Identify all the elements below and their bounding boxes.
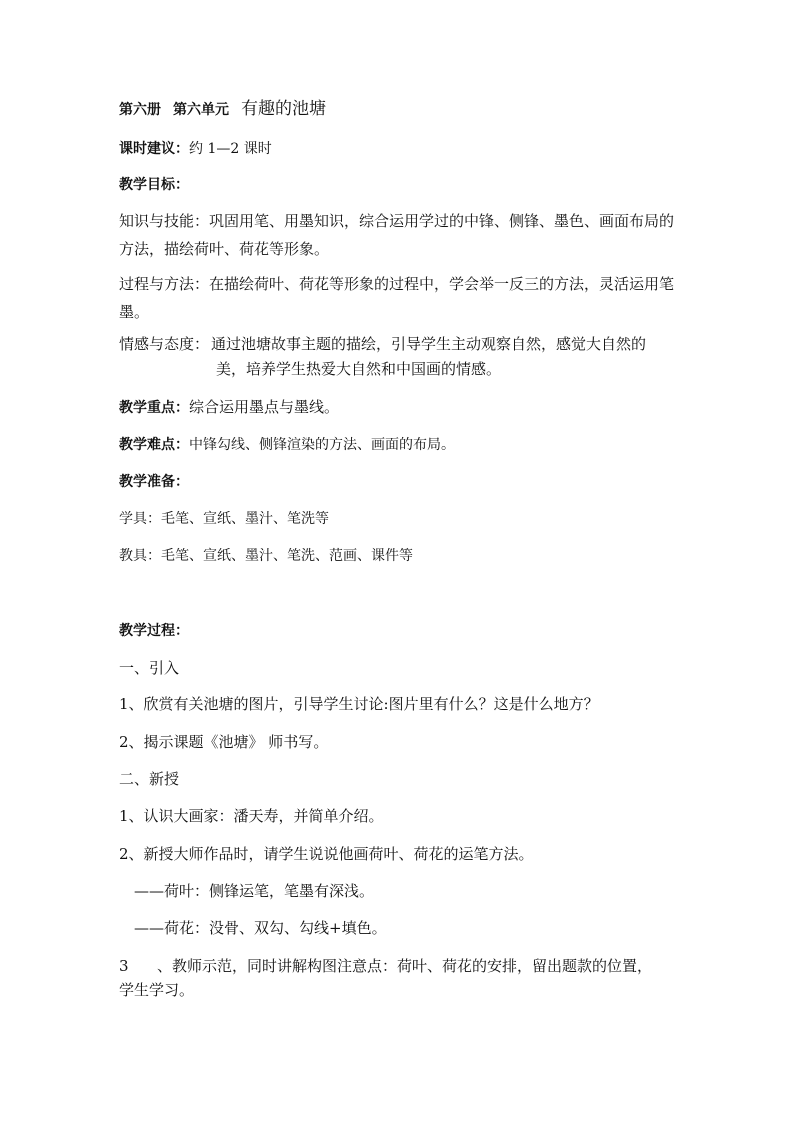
hours-line bbox=[119, 138, 272, 159]
new-item-1: 1、认识大画家：潘天寿，并简单介绍。 bbox=[119, 807, 384, 825]
key-point-line bbox=[119, 397, 339, 418]
preparation-heading: 教学准备： bbox=[119, 474, 189, 490]
hours-value: 约 1—2 课时 bbox=[189, 141, 272, 157]
objectives-heading: 教学目标： bbox=[119, 177, 189, 193]
procedure-heading: 教学过程： bbox=[119, 623, 189, 639]
new-sub-item-1: ——荷叶：侧锋运笔，笔墨有深浅。 bbox=[134, 882, 375, 900]
lesson-title: 有趣的池塘 bbox=[241, 99, 326, 119]
objective-emotion-label: 情感与态度： bbox=[119, 335, 210, 353]
difficulty-label: 教学难点： bbox=[119, 437, 189, 453]
hours-label: 课时建议： bbox=[119, 141, 189, 157]
objective-emotion-line2: 美，培养学生热爱大自然和中国画的情感。 bbox=[216, 360, 502, 378]
intro-item-2: 2、揭示课题《池塘》 师书写。 bbox=[119, 733, 329, 751]
new-item-2: 2、新授大师作品时，请学生说说他画荷叶、荷花的运笔方法。 bbox=[119, 845, 534, 863]
difficulty-line bbox=[119, 434, 455, 455]
intro-item-1: 1、欣赏有关池塘的图片，引导学生讨论:图片里有什么？这是什么地方？ bbox=[119, 695, 599, 713]
preparation-student: 学具：毛笔、宣纸、墨汁、笔洗等 bbox=[119, 511, 329, 527]
new-item-3-line1: 、教师示范，同时讲解构图注意点：荷叶、荷花的安排，留出题款的位置， bbox=[157, 957, 653, 975]
section-new: 二、新授 bbox=[119, 770, 180, 788]
key-point-label: 教学重点： bbox=[119, 400, 189, 416]
objective-process: 过程与方法：在描绘荷叶、荷花等形象的过程中，学会举一反三的方法，灵活运用笔墨。 bbox=[119, 275, 675, 321]
objective-knowledge: 知识与技能：巩固用笔、用墨知识，综合运用学过的中锋、侧锋、墨色、画面布局的方法，描绘荷叶、荷花等形象。 bbox=[119, 212, 675, 258]
objective-emotion-line1: 通过池塘故事主题的描绘，引导学生主动观察自然，感觉大自然的 bbox=[211, 335, 647, 353]
preparation-teacher: 教具：毛笔、宣纸、墨汁、笔洗、范画、课件等 bbox=[119, 548, 413, 564]
section-intro: 一、引入 bbox=[119, 659, 180, 677]
key-point-value: 综合运用墨点与墨线。 bbox=[189, 398, 340, 416]
new-item-3-line2: 学生学习。 bbox=[119, 981, 195, 999]
new-item-3-number: 3 bbox=[119, 957, 129, 975]
document-header bbox=[119, 99, 326, 120]
book-label: 第六册 bbox=[119, 102, 161, 118]
new-sub-item-2: ——荷花：没骨、双勾、勾线+填色。 bbox=[134, 919, 387, 937]
unit-label: 第六单元 bbox=[173, 102, 229, 118]
difficulty-value: 中锋勾线、侧锋渲染的方法、画面的布局。 bbox=[189, 437, 455, 453]
